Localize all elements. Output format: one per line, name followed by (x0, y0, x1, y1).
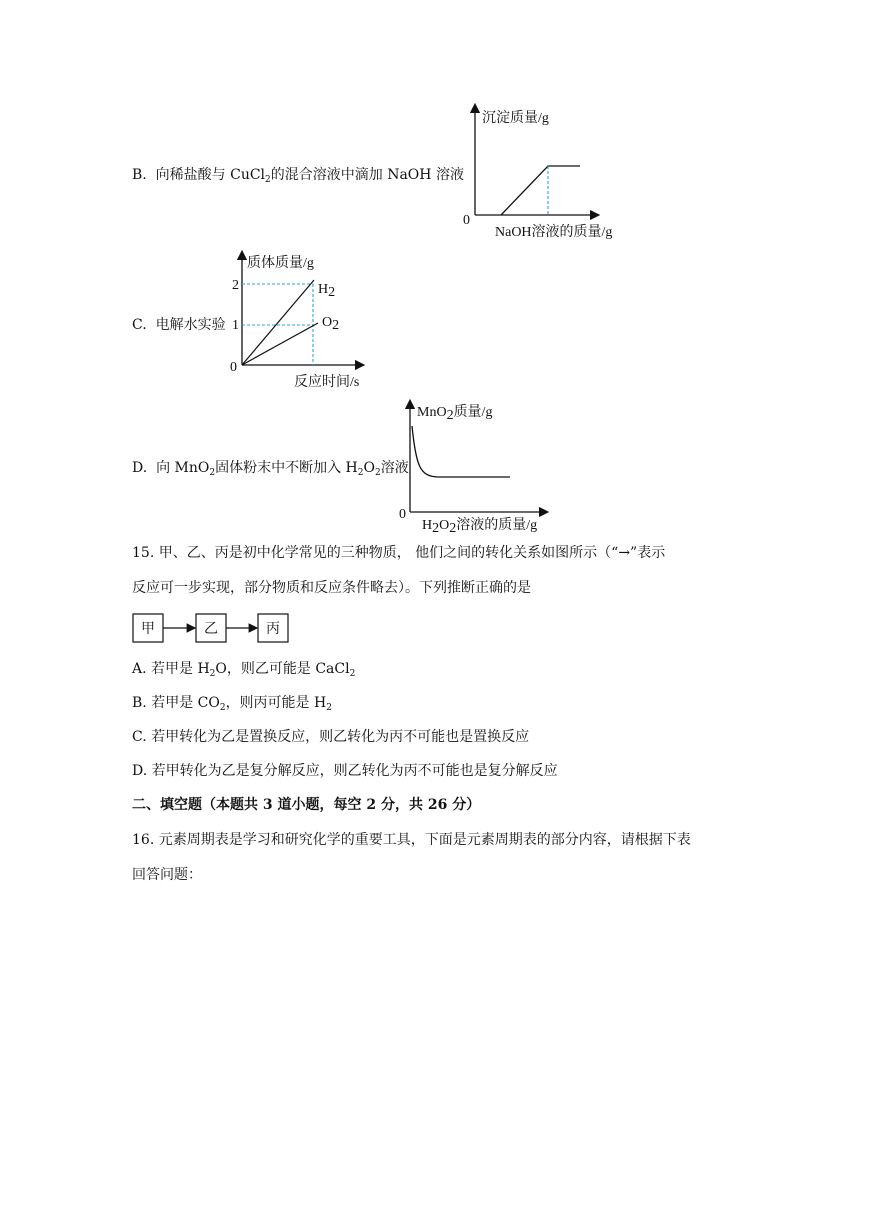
option-d-sub3: 2 (375, 468, 381, 478)
graph-b-ylabel: 沉淀质量/g (482, 111, 549, 126)
option-d-text-mid2: O (363, 460, 375, 476)
graph-c-h2-label: H2 (318, 282, 336, 300)
graph-b (455, 100, 635, 245)
option-d-text (132, 459, 409, 482)
graph-b-xlabel: NaOH溶液的质量/g (495, 225, 613, 240)
option-b-text (132, 166, 464, 189)
option-d-text-post: 溶液 (380, 460, 409, 476)
graph-c-o2-label: O2 (322, 315, 340, 333)
conversion-chain-diagram (132, 612, 292, 646)
q15-option-a: A. 若甲是 $H_2O$，则乙可能是 CaCl$_2$ (132, 661, 356, 679)
graph-c-h2-line (242, 280, 314, 365)
q15-line2: 反应可一步实现，部分物质和反应条件略去）。下列推断正确的是 (132, 580, 531, 596)
option-d-prefix: D. (132, 460, 148, 476)
graph-c-tick-2: 2 (232, 278, 239, 293)
graph-d-xlabel: H2O2溶液的质量/g (422, 518, 538, 536)
chain-label-b: 乙 (204, 622, 218, 637)
graph-c-tick-1: 1 (232, 318, 239, 333)
option-c-text (132, 316, 226, 334)
graph-c-ylabel: 质体质量/g (247, 256, 314, 271)
graph-d-origin: 0 (399, 507, 406, 522)
graph-b-curve (501, 166, 580, 215)
graph-c-o2-line (242, 323, 318, 365)
option-d-sub1: 2 (209, 468, 216, 478)
graph-d-curve (412, 426, 510, 477)
option-c-prefix: C. (132, 317, 147, 333)
q15-option-c: C. 若甲转化为乙是置换反应，则乙转化为丙不可能也是置换反应 (132, 729, 530, 745)
option-b-text-post: 的混合溶液中滴加 NaOH 溶液 (270, 167, 464, 183)
q16-line2: 回答问题： (132, 867, 202, 883)
option-b-text-pre: 向稀盐酸与 CuCl (155, 167, 266, 183)
option-b-sub: 2 (265, 175, 271, 185)
graph-c-origin: 0 (230, 360, 237, 375)
q15-line1: 15. 甲、乙、丙是初中化学常见的三种物质， 他们之间的转化关系如图所示（“→”表示 (132, 545, 666, 561)
graph-c-xlabel: 反应时间/s (294, 375, 360, 390)
option-b-prefix: B. (132, 167, 147, 183)
option-d-sub2: 2 (357, 468, 364, 478)
graph-b-origin: 0 (463, 213, 470, 228)
graph-d (392, 398, 562, 536)
section-2-heading: 二、填空题（本题共 3 道小题，每空 2 分，共 26 分） (132, 797, 481, 813)
option-d-text-pre: 向 MnO (156, 460, 210, 476)
chain-label-c: 丙 (266, 622, 280, 637)
chain-label-a: 甲 (141, 622, 155, 637)
graph-c (222, 247, 372, 392)
q15-option-b: B. 若甲是 $CO_2$，则丙可能是 $H_2$ (132, 695, 332, 713)
option-d-text-mid: 固体粉末中不断加入 H (215, 460, 358, 476)
q15-option-d: D. 若甲转化为乙是复分解反应，则乙转化为丙不可能也是复分解反应 (132, 763, 558, 779)
q16-line1: 16. 元素周期表是学习和研究化学的重要工具，下面是元素周期表的部分内容，请根据下表 (132, 832, 691, 848)
option-c-label: 电解水实验 (155, 317, 226, 333)
graph-d-ylabel: MnO2质量/g (417, 405, 493, 423)
